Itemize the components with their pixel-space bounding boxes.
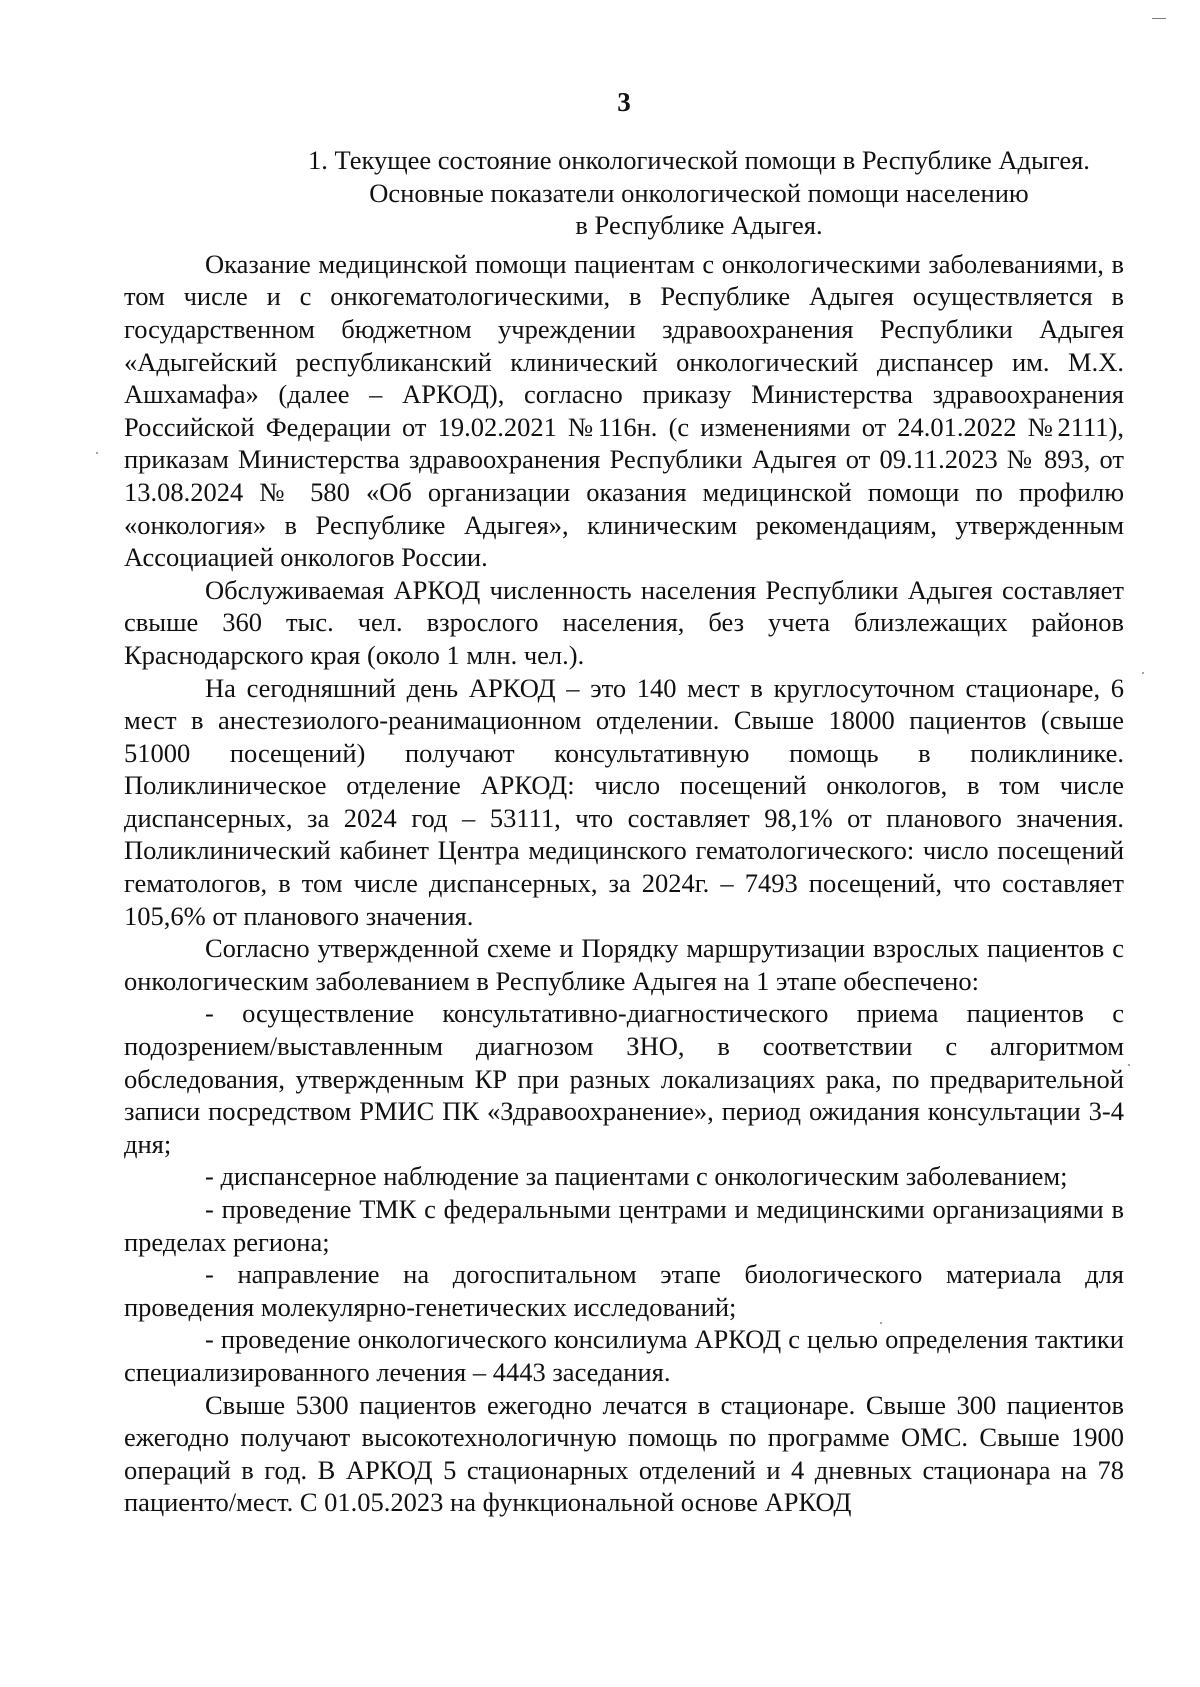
heading-line: 1. Текущее состояние онкологической помощи в Республике Адыгея. <box>308 145 1090 175</box>
paragraph-population: Обслуживаемая АРКОД численность населения Республики Адыгея составляет свыше 360 тыс. чел. взрослого населения, без учета близлежащих районов Краснодарского края (около 1 млн. чел.). <box>124 574 1124 670</box>
scan-mark <box>1152 18 1166 19</box>
scan-speck <box>1142 672 1144 674</box>
paragraph-inpatient: Свыше 5300 пациентов ежегодно лечатся в стационаре. Свыше 300 пациентов ежегодно получают высокотехнологичную помощь по программе ОМС. Свыше 1900 операций в год. В АРКОД 5 стационарных отделений и 4 дневных стационара на 78 пациенто/мест. С 01.05.2023 на функциональной основе АРКОД <box>124 1389 1124 1518</box>
document-page <box>124 86 1124 1646</box>
page-number: 3 <box>617 87 631 117</box>
paragraph-medical-care: Оказание медицинской помощи пациентам с онкологическими заболеваниями, в том числе и с онкогематологическими, в Республике Адыгея осуществляется в государственном бюджетном учреждении здравоохранения Республики Адыгея «Адыгейский республиканский клинический онкологический диспансер им. М.Х. Ашхамафа» (далее – АРКОД), согласно приказу Министерства здравоохранения Российской Федерации от 19.02.2021 №116н. (с изменениями от 24.01.2022 №2111), приказам Министерства здравоохранения Республики Адыгея от 09.11.2023 № 893, от 13.08.2024 № 580 «Об организации оказания медицинской помощи по профилю «онкология» в Республике Адыгея», клиническим рекомендациям, утвержденным Ассоциацией онкологов России. <box>124 248 1124 573</box>
list-item: - проведение онкологического консилиума АРКОД с целью определения тактики специализированного лечения – 4443 заседания. <box>124 1324 1124 1387</box>
list-item: - направление на догоспитальном этапе биологического материала для проведения молекулярно-генетических исследований; <box>124 1259 1124 1322</box>
paragraph-routing: Согласно утвержденной схеме и Порядку маршрутизации взрослых пациентов с онкологическим заболеванием в Республике Адыгея на 1 этапе обеспечено: <box>124 933 1124 996</box>
paragraph-capacity: На сегодняшний день АРКОД – это 140 мест в круглосуточном стационаре, 6 мест в анестезиолого-реанимационном отделении. Свыше 18000 пациентов (свыше 51000 посещений) получают консультативную помощь в поликлинике. Поликлиническое отделение АРКОД: число посещений онкологов, в том числе диспансерных, за 2024 год – 53111, что составляет 98,1% от планового значения. Поликлинический кабинет Центра медицинского гематологического: число посещений гематологов, в том числе диспансерных, за 2024г. – 7493 посещений, что составляет 105,6% от планового значения. <box>124 672 1124 931</box>
heading-line: в Республике Адыгея. <box>575 210 823 241</box>
list-item: - диспансерное наблюдение за пациентами с онкологическим заболеванием; <box>205 1161 1068 1192</box>
list-item: - проведение ТМК с федеральными центрами и медицинскими организациями в пределах региона; <box>124 1194 1124 1257</box>
section-heading <box>124 144 1124 242</box>
scan-speck <box>96 452 98 454</box>
heading-line: Основные показатели онкологической помощи населению <box>369 177 1029 208</box>
scan-speck <box>1128 1064 1130 1066</box>
list-item: - осуществление консультативно-диагностического приема пациентов с подозрением/выставленным диагнозом ЗНО, в соответствии с алгоритмом обследования, утвержденным КР при разных локализациях рака, по предварительной записи посредством РМИС ПК «Здравоохранение», период ожидания консультации 3-4 дня; <box>124 998 1124 1159</box>
